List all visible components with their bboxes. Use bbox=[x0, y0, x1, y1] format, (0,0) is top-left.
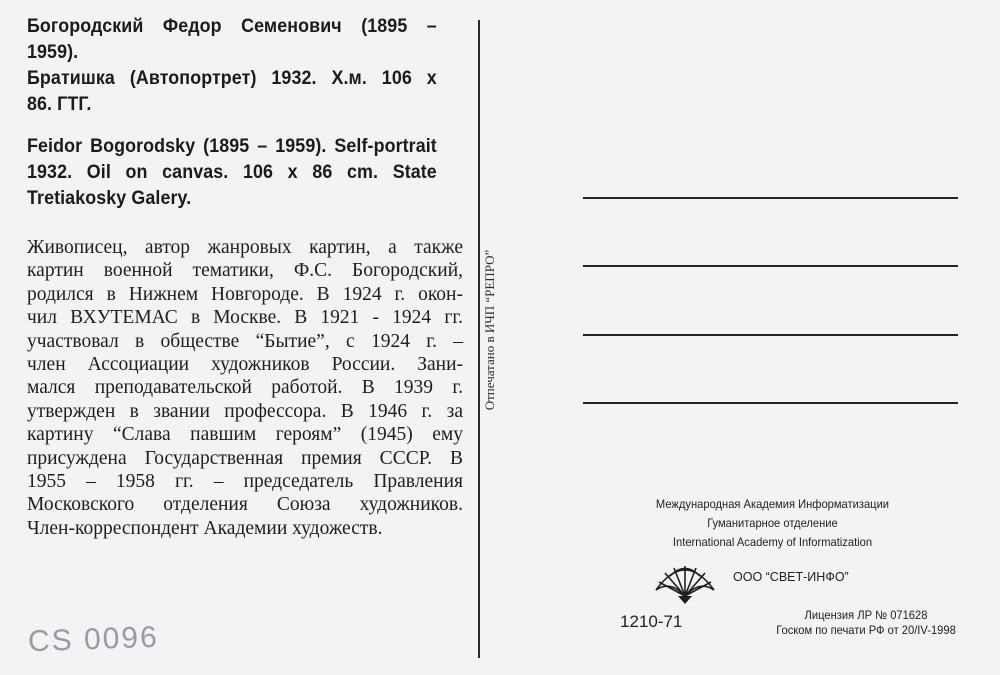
caption-russian bbox=[27, 14, 437, 118]
caption-en-line: Feidor Bogorodsky (1895 – 1959). Self-portrait bbox=[27, 136, 437, 157]
biography-text bbox=[27, 236, 463, 540]
license-number: Лицензия ЛР № 071628 bbox=[804, 608, 928, 622]
biography-line: участвовал в обществе “Бытие”, с 1924 г. – bbox=[27, 330, 463, 352]
address-line-1 bbox=[583, 197, 958, 199]
biography-line: картин военной тематики, Ф.С. Богородский, bbox=[27, 260, 463, 282]
caption-ru-line: Богородский Федор Семенович (1895 – bbox=[27, 16, 437, 37]
academy-name-ru: Международная Академия Информатизации bbox=[655, 497, 890, 511]
center-divider bbox=[478, 20, 480, 658]
caption-ru-line: 86. ГТГ. bbox=[27, 94, 92, 115]
address-line-3 bbox=[583, 334, 958, 336]
biography-line: мался преподавательской работой. В 1939 г. bbox=[27, 377, 463, 399]
caption-ru-line: Братишка (Автопортрет) 1932. Х.м. 106 х bbox=[27, 68, 437, 89]
biography-line: 1955 – 1958 гг. – председатель Правления bbox=[27, 471, 463, 493]
academy-block bbox=[612, 495, 933, 552]
caption-heading bbox=[27, 14, 437, 228]
address-line-4 bbox=[583, 402, 958, 404]
address-line-2 bbox=[583, 265, 958, 267]
biography-line: утвержден в звании профессора. В 1946 г. за bbox=[27, 400, 463, 422]
biography-line: родился в Нижнем Новгороде. В 1924 г. окон- bbox=[27, 283, 463, 305]
biography-line: картину “Слава павшим героям” (1945) ему bbox=[27, 424, 463, 446]
fan-shell-logo-icon bbox=[650, 556, 720, 606]
printer-imprint-text: Отпечатано в ИЧП “РЕПРО” bbox=[482, 249, 497, 411]
biography-line: чил ВХУТЕМАС в Москве. В 1921 - 1924 гг. bbox=[27, 307, 463, 329]
biography-line: присуждена Государственная премия СССР. В bbox=[27, 447, 463, 469]
license-authority: Госком по печати РФ от 20/IV-1998 bbox=[776, 623, 956, 637]
caption-en-line: 1932. Oil on canvas. 106 x 86 cm. State bbox=[27, 162, 437, 183]
biography-line: Московского отделения Союза художников. bbox=[27, 494, 463, 516]
academy-department: Гуманитарное отделение bbox=[707, 516, 838, 530]
card-code: 1210-71 bbox=[620, 612, 683, 631]
caption-english bbox=[27, 134, 437, 212]
academy-name-en: International Academy of Informatization bbox=[672, 535, 873, 549]
biography-line: Живописец, автор жанровых картин, а также bbox=[27, 237, 463, 258]
caption-en-line: Tretiakosky Galery. bbox=[27, 188, 192, 209]
license-block bbox=[750, 608, 983, 638]
caption-ru-line: 1959). bbox=[27, 42, 79, 63]
publisher-name: ООО “СВЕТ-ИНФО” bbox=[733, 570, 849, 584]
biography-line: член Ассоциации художников России. Зани- bbox=[27, 354, 463, 376]
biography-line: Член-корреспондент Академии художеств. bbox=[27, 517, 383, 539]
handwritten-catalog-code: CS 0096 bbox=[27, 620, 160, 659]
